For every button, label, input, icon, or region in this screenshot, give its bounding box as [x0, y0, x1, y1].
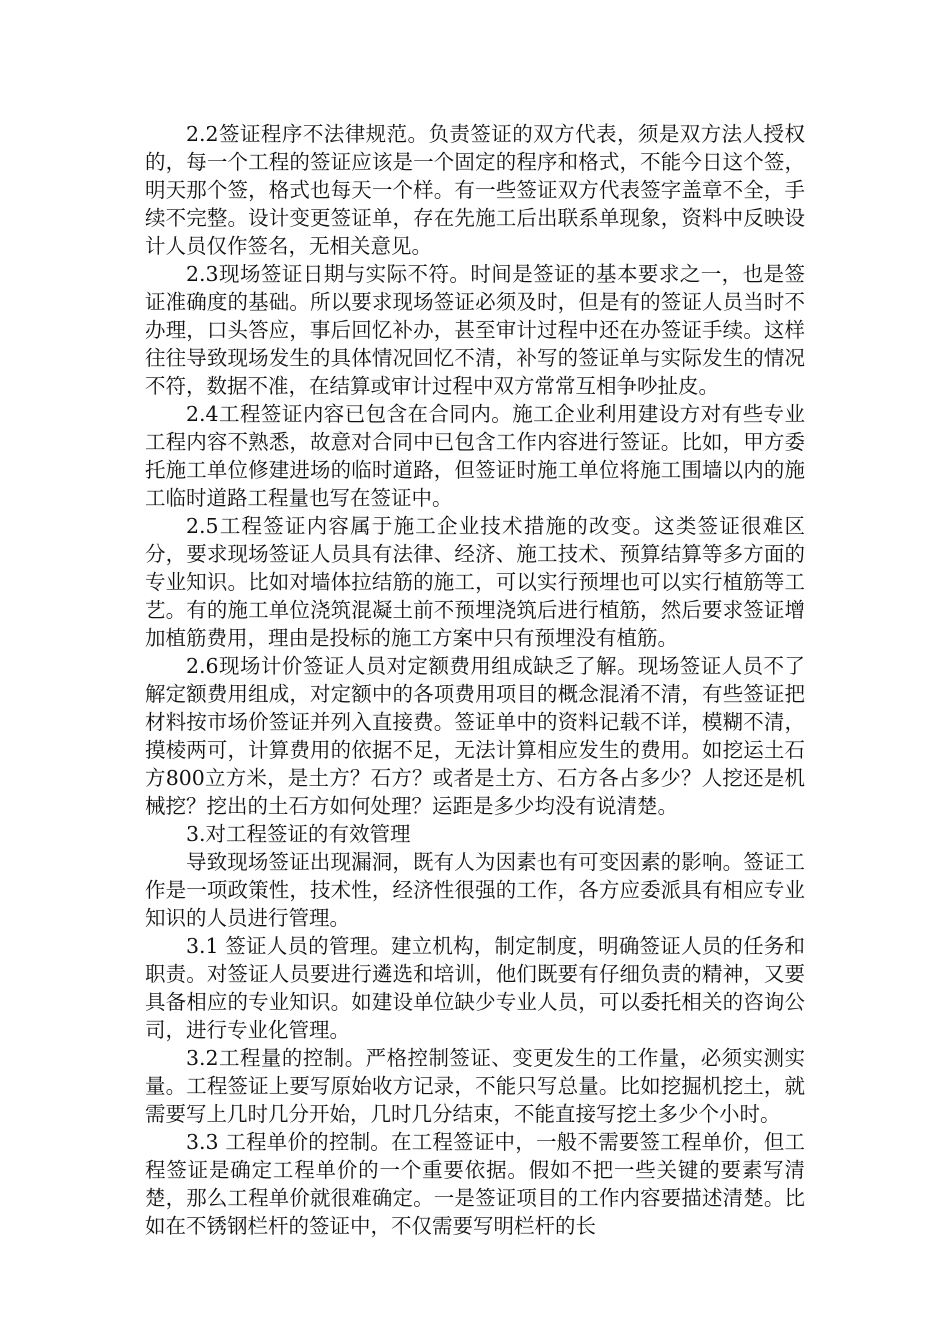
paragraph-3-2: 3.2工程量的控制。严格控制签证、变更发生的工作量，必须实测实量。工程签证上要写原始收方记录，不能只写总量。比如挖掘机挖土，就需要写上几时几分开始，几时几分结束，不能直接写挖土多少个小时。 [145, 1046, 805, 1126]
paragraph-3-1: 3.1 签证人员的管理。建立机构，制定制度，明确签证人员的任务和职责。对签证人员要进行遴选和培训，他们既要有仔细负责的精神，又要具备相应的专业知识。如建设单位缺少专业人员，可以委托相关的咨询公司，进行专业化管理。 [145, 934, 805, 1042]
paragraph-2-4: 2.4工程签证内容已包含在合同内。施工企业利用建设方对有些专业工程内容不熟悉，故意对合同中已包含工作内容进行签证。比如，甲方委托施工单位修建进场的临时道路，但签证时施工单位将施工围墙以内的施工临时道路工程量也写在签证中。 [145, 402, 805, 510]
paragraph-3-3: 3.3 工程单价的控制。在工程签证中，一般不需要签工程单价，但工程签证是确定工程单价的一个重要依据。假如不把一些关键的要素写清楚，那么工程单价就很难确定。一是签证项目的工作内容要描述清楚。比如在不锈钢栏杆的签证中，不仅需要写明栏杆的长 [145, 1130, 805, 1238]
paragraph-3-intro: 导致现场签证出现漏洞，既有人为因素也有可变因素的影响。签证工作是一项政策性，技术性，经济性很强的工作，各方应委派具有相应专业知识的人员进行管理。 [145, 850, 805, 930]
paragraph-2-2: 2.2签证程序不法律规范。负责签证的双方代表，须是双方法人授权的，每一个工程的签证应该是一个固定的程序和格式，不能今日这个签，明天那个签，格式也每天一个样。有一些签证双方代表签字盖章不全，手续不完整。设计变更签证单，存在先施工后出联系单现象，资料中反映设计人员仅作签名，无相关意见。 [145, 122, 805, 258]
paragraph-2-5: 2.5工程签证内容属于施工企业技术措施的改变。这类签证很难区分，要求现场签证人员具有法律、经济、施工技术、预算结算等多方面的专业知识。比如对墙体拉结筋的施工，可以实行预埋也可以实行植筋等工艺。有的施工单位浇筑混凝土前不预埋浇筑后进行植筋，然后要求签证增加植筋费用，理由是投标的施工方案中只有预埋没有植筋。 [145, 514, 805, 650]
section-heading-3: 3.对工程签证的有效管理 [186, 822, 411, 846]
paragraph-2-3: 2.3现场签证日期与实际不符。时间是签证的基本要求之一，也是签证准确度的基础。所以要求现场签证必须及时，但是有的签证人员当时不办理，口头答应，事后回忆补办，甚至审计过程中还在办签证手续。这样往往导致现场发生的具体情况回忆不清，补写的签证单与实际发生的情况不符，数据不准，在结算或审计过程中双方常常互相争吵扯皮。 [145, 262, 805, 398]
document-body [145, 120, 805, 1240]
paragraph-2-6: 2.6现场计价签证人员对定额费用组成缺乏了解。现场签证人员不了解定额费用组成，对定额中的各项费用项目的概念混淆不清，有些签证把材料按市场价签证并列入直接费。签证单中的资料记载不详，模糊不清，摸棱两可，计算费用的依据不足，无法计算相应发生的费用。如挖运土石方800立方米，是土方？石方？或者是土方、石方各占多少？人挖还是机械挖？挖出的土石方如何处理？运距是多少均没有说清楚。 [145, 654, 805, 818]
